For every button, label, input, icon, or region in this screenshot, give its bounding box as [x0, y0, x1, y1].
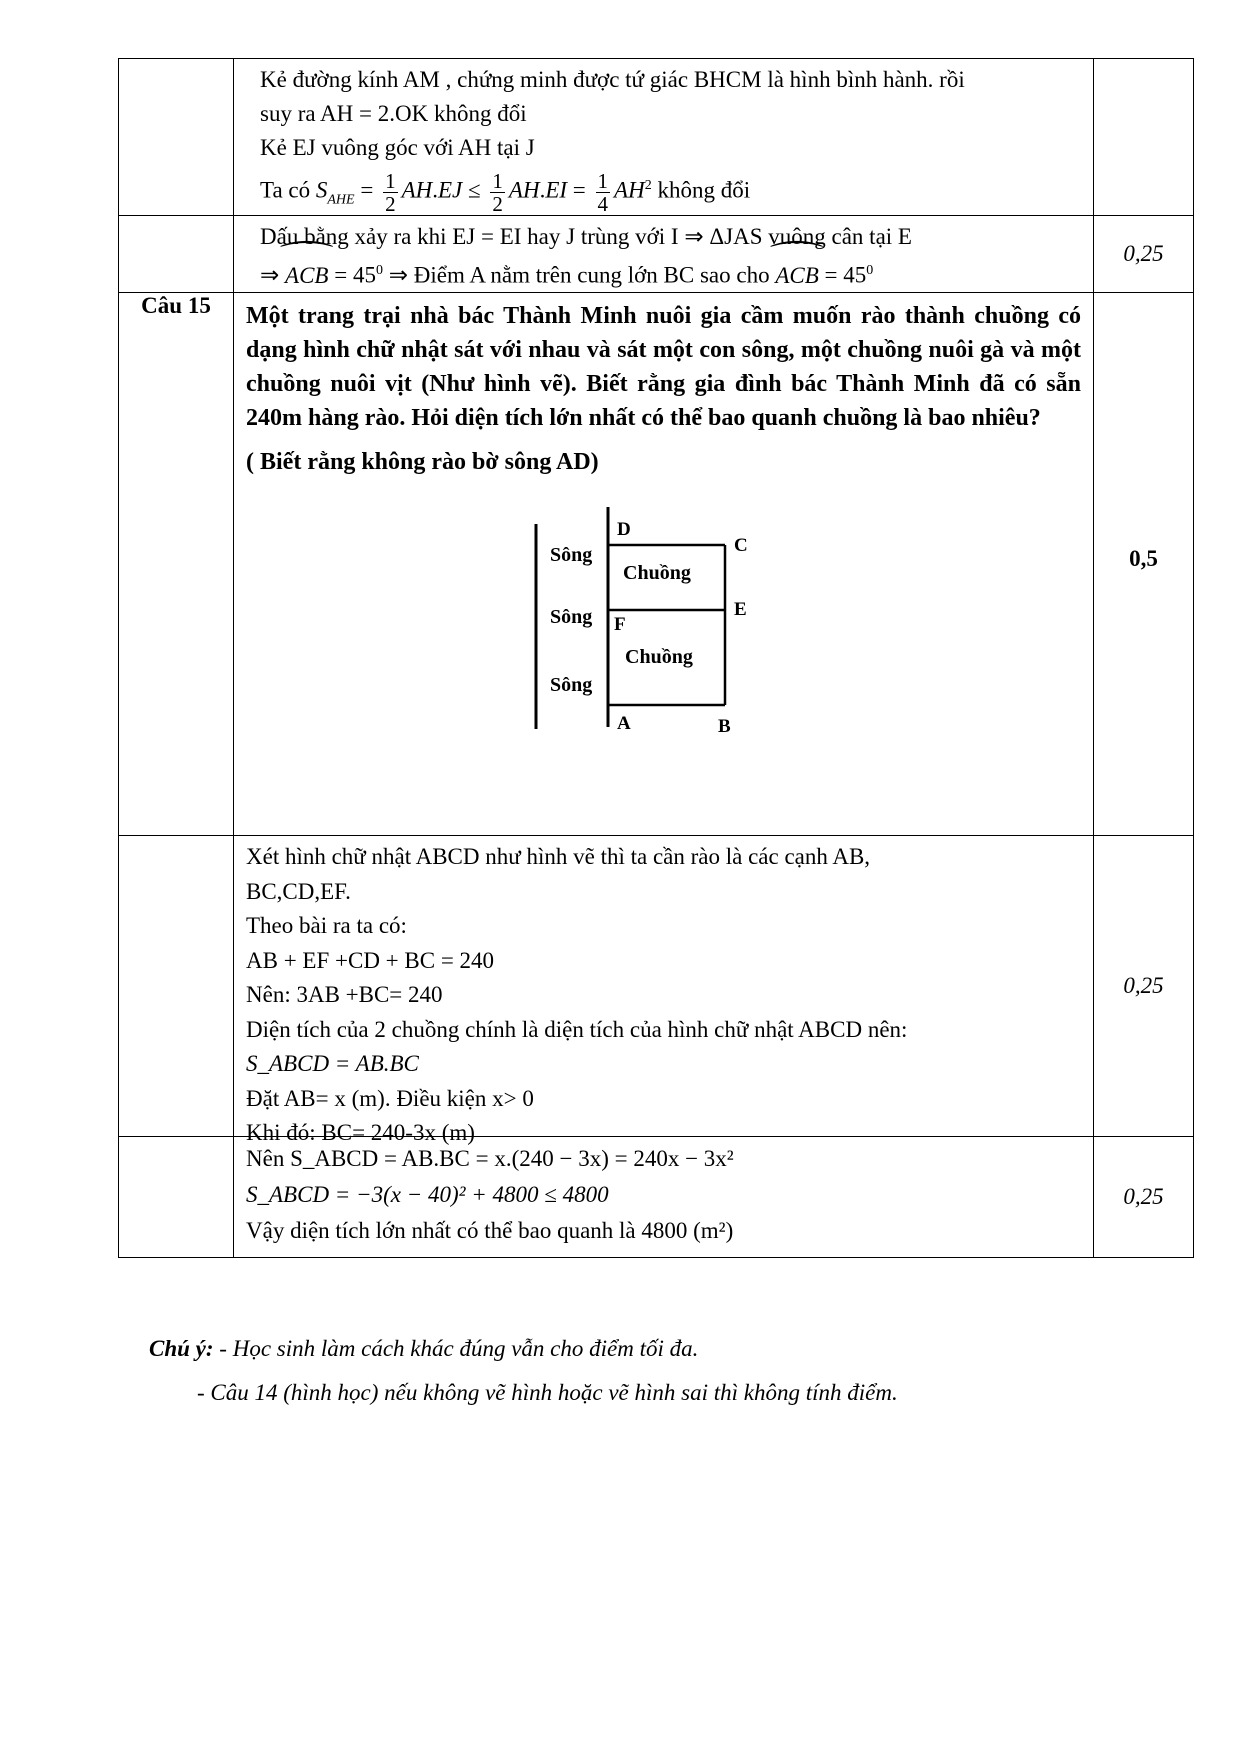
point-b: B [718, 716, 731, 737]
problem-text: Một trang trại nhà bác Thành Minh nuôi gia cầm muốn rào thành chuồng có dạng hình chữ nhật sát với nhau và sát một con sông, một chuồng nuôi gà và một chuồng nuôi vịt (Như hình vẽ). Biết rằng gia đình bác Thành Minh đã có sẵn 240m hàng rào. Hỏi diện tích lớn nhất có thể bao quanh chuồng là bao nhiêu? [246, 303, 1081, 431]
diagram-svg [234, 479, 1094, 797]
fraction: $\frac{1}{4}$ [597, 168, 609, 216]
row1-line4: Ta có $S_{AHE}$ = $\frac{1}{2}$ AH.EJ ≤ $\frac{1}{2}$ AH.EI = $\frac{1}{4}$ $AH^2$ không đổi [260, 168, 751, 216]
point-e: E [734, 599, 747, 620]
score-value: 0,5 [1094, 293, 1194, 836]
solution-line: Nên S_ABCD = AB.BC = x.(240 − 3x) = 240x − 3x² [246, 1146, 734, 1171]
footnote-label: Chú ý: [149, 1336, 214, 1361]
point-a: A [617, 713, 631, 734]
table-row [119, 1137, 1194, 1258]
footnote-text: - Học sinh làm cách khác đúng vẫn cho điểm tối đa. [219, 1336, 699, 1361]
point-c: C [734, 535, 748, 556]
row2-line2: ⇒ ⌒ ACB = $45^0$ ⇒ Điểm A nằm trên cung lớn BC sao cho ⌒ ACB = $45^0$ [260, 254, 1081, 293]
label-river: Sông [550, 544, 593, 566]
solution-line: Xét hình chữ nhật ABCD như hình vẽ thì ta cần rào là các cạnh AB, [246, 844, 871, 869]
label-river: Sông [550, 674, 593, 696]
answer-table [118, 58, 1194, 1258]
solution-line: Khi đó: BC= 240-3x (m) [246, 1120, 475, 1145]
score-value: 0,25 [1094, 216, 1194, 293]
question-cell [119, 1137, 234, 1258]
solution-line: S_ABCD = AB.BC [246, 1051, 419, 1076]
solution-line: Nên: 3AB +BC= 240 [246, 982, 443, 1007]
arc-acb: ⌒ ACB [775, 259, 818, 293]
row1-line1: Kẻ đường kính AM , chứng minh được tứ giác BHCM là hình bình hành. rồi [260, 67, 965, 92]
solution-line: Theo bài ra ta có: [246, 913, 407, 938]
table-row [119, 836, 1194, 1137]
fraction: $\frac{1}{2}$ [492, 168, 503, 216]
question-cell [119, 59, 234, 216]
question-cell [119, 836, 234, 1137]
question-cell [119, 216, 234, 293]
content-cell [234, 1137, 1094, 1258]
score-cell [1094, 59, 1194, 216]
pen-diagram [234, 479, 1093, 797]
score-value: 0,25 [1094, 836, 1194, 1137]
footnote-2: - Câu 14 (hình học) nếu không vẽ hình hoặc vẽ hình sai thì không tính điểm. [197, 1380, 898, 1405]
problem-note: ( Biết rằng không rào bờ sông AD) [246, 449, 599, 475]
row2-line1: Dấu bằng xảy ra khi EJ = EI hay J trùng với I ⇒ ΔJAS vuông cân tại E [260, 224, 912, 249]
solution-line: Diện tích của 2 chuồng chính là diện tích của hình chữ nhật ABCD nên: [246, 1016, 908, 1042]
solution-line: Vậy diện tích lớn nhất có thể bao quanh là 4800 (m²) [246, 1218, 734, 1243]
content-cell [234, 836, 1094, 1145]
table-row [119, 293, 1194, 836]
row1-line2: suy ra AH = 2.OK không đổi [260, 101, 527, 126]
solution-line: Đặt AB= x (m). Điều kiện x> 0 [246, 1085, 534, 1111]
label-pen: Chuồng [623, 562, 691, 584]
point-f: F [614, 614, 626, 635]
footnote-1 [149, 1336, 698, 1362]
content-cell [234, 59, 1094, 216]
table-row [119, 59, 1194, 216]
label-pen: Chuồng [625, 646, 693, 668]
solution-line: BC,CD,EF. [246, 878, 351, 904]
content-cell [234, 216, 1094, 293]
fraction: $\frac{1}{2}$ [385, 168, 396, 216]
content-cell [234, 293, 1094, 836]
solution-line: AB + EF +CD + BC = 240 [246, 947, 495, 973]
point-d: D [617, 519, 631, 540]
arc-acb: ⌒ ACB [285, 259, 328, 293]
table-row [119, 216, 1194, 293]
label-river: Sông [550, 606, 593, 628]
score-value: 0,25 [1094, 1137, 1194, 1258]
question-label: Câu 15 [119, 293, 234, 836]
row1-line3: Kẻ EJ vuông góc với AH tại J [260, 135, 535, 160]
solution-line: S_ABCD = −3(x − 40)² + 4800 ≤ 4800 [246, 1182, 609, 1207]
